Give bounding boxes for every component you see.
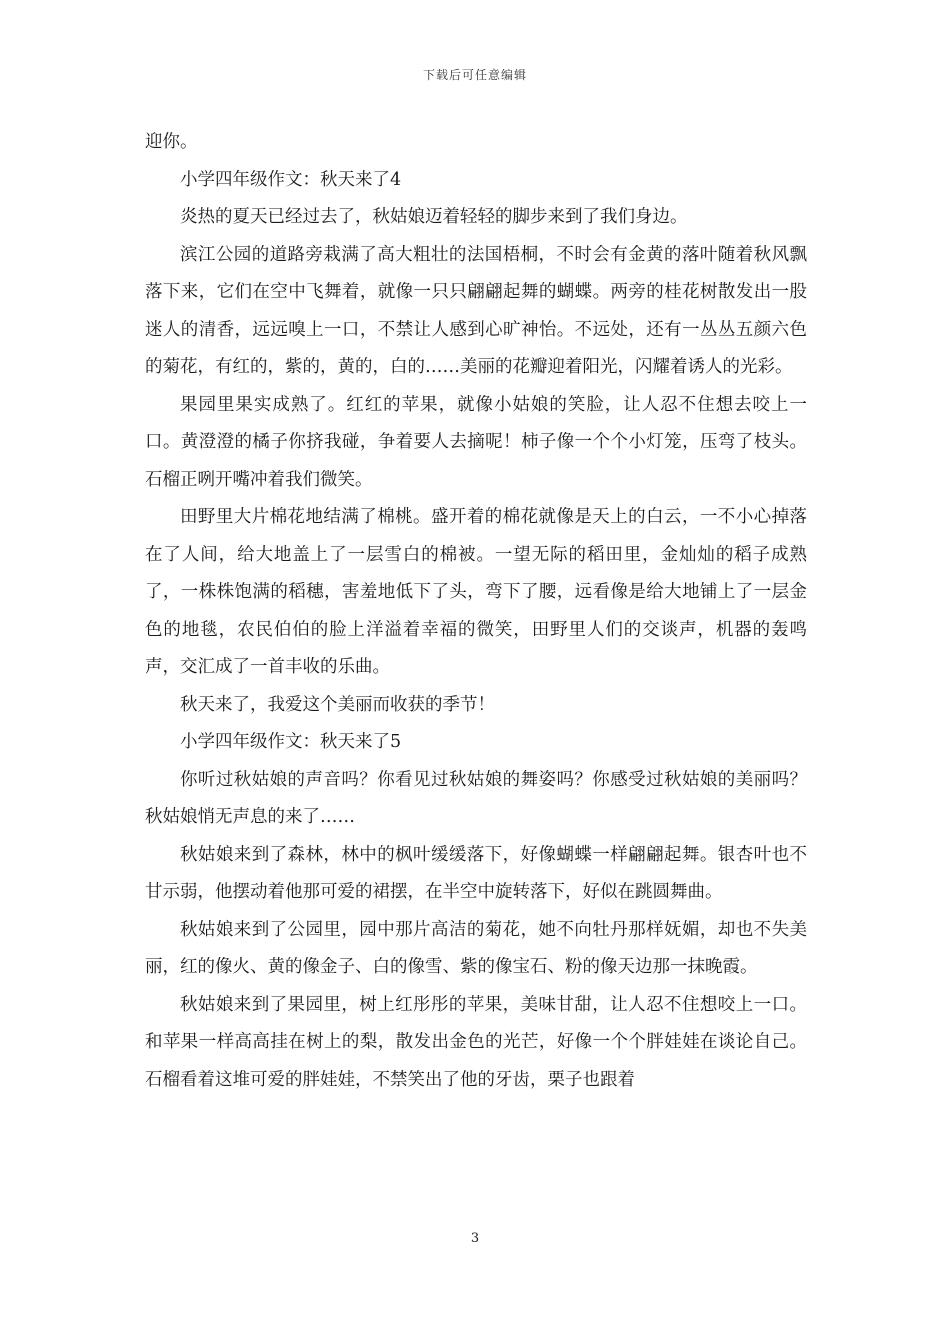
- section-heading: 小学四年级作文：秋天来了5: [180, 732, 402, 752]
- page-number: 3: [470, 1231, 480, 1246]
- paragraph: 你听过秋姑娘的声音吗？你看见过秋姑娘的舞姿吗？你感受过秋姑娘的美丽吗？秋姑娘悄无声息的来了……: [145, 769, 807, 827]
- paragraph: 秋天来了，我爱这个美丽而收获的季节！: [180, 694, 495, 715]
- document-body: [145, 124, 807, 1099]
- paragraph: 秋姑娘来到了森林，林中的枫叶缓缓落下，好像蝴蝶一样翩翩起舞。银杏叶也不甘示弱，他摆动着他那可爱的裙摆，在半空中旋转落下，好似在跳圆舞曲。: [145, 844, 807, 902]
- paragraph: 秋姑娘来到了果园里，树上红彤彤的苹果，美味甘甜，让人忍不住想咬上一口。和苹果一样高高挂在树上的梨，散发出金色的光芒，好像一个个胖娃娃在谈论自己。石榴看着这堆可爱的胖娃娃，不禁笑出了他的牙齿，栗子也跟着: [145, 994, 807, 1090]
- section-heading: 小学四年级作文：秋天来了4: [180, 169, 402, 190]
- paragraph: 滨江公园的道路旁栽满了高大粗壮的法国梧桐，不时会有金黄的落叶随着秋风飘落下来，它们在空中飞舞着，就像一只只翩翩起舞的蝴蝶。两旁的桂花树散发出一股迷人的清香，远远嗅上一口，不禁让人感到心旷神怡。不远处，还有一丛丛五颜六色的菊花，有红的，紫的，黄的，白的……美丽的花瓣迎着阳光，闪耀着诱人的光彩。: [145, 244, 807, 377]
- paragraph: 田野里大片棉花地结满了棉桃。盛开着的棉花就像是天上的白云，一不小心掉落在了人间，给大地盖上了一层雪白的棉被。一望无际的稻田里，金灿灿的稻子成熟了，一株株饱满的稻穗，害羞地低下了头，弯下了腰，远看像是给大地铺上了一层金色的地毯，农民伯伯的脸上洋溢着幸福的微笑，田野里人们的交谈声，机器的轰鸣声，交汇成了一首丰收的乐曲。: [145, 507, 807, 677]
- paragraph: 秋姑娘来到了公园里，园中那片高洁的菊花，她不向牡丹那样妩媚，却也不失美丽，红的像火、黄的像金子、白的像雪、紫的像宝石、粉的像天边那一抹晚霞。: [145, 919, 807, 977]
- paragraph: 迎你。: [145, 132, 198, 152]
- page-header: 下载后可任意编辑: [422, 68, 527, 82]
- paragraph: 果园里果实成熟了。红红的苹果，就像小姑娘的笑脸，让人忍不住想去咬上一口。黄澄澄的橘子你挤我碰，争着要人去摘呢！柿子像一个个小灯笼，压弯了枝头。石榴正咧开嘴冲着我们微笑。: [145, 394, 807, 490]
- paragraph: 炎热的夏天已经过去了，秋姑娘迈着轻轻的脚步来到了我们身边。: [180, 207, 688, 227]
